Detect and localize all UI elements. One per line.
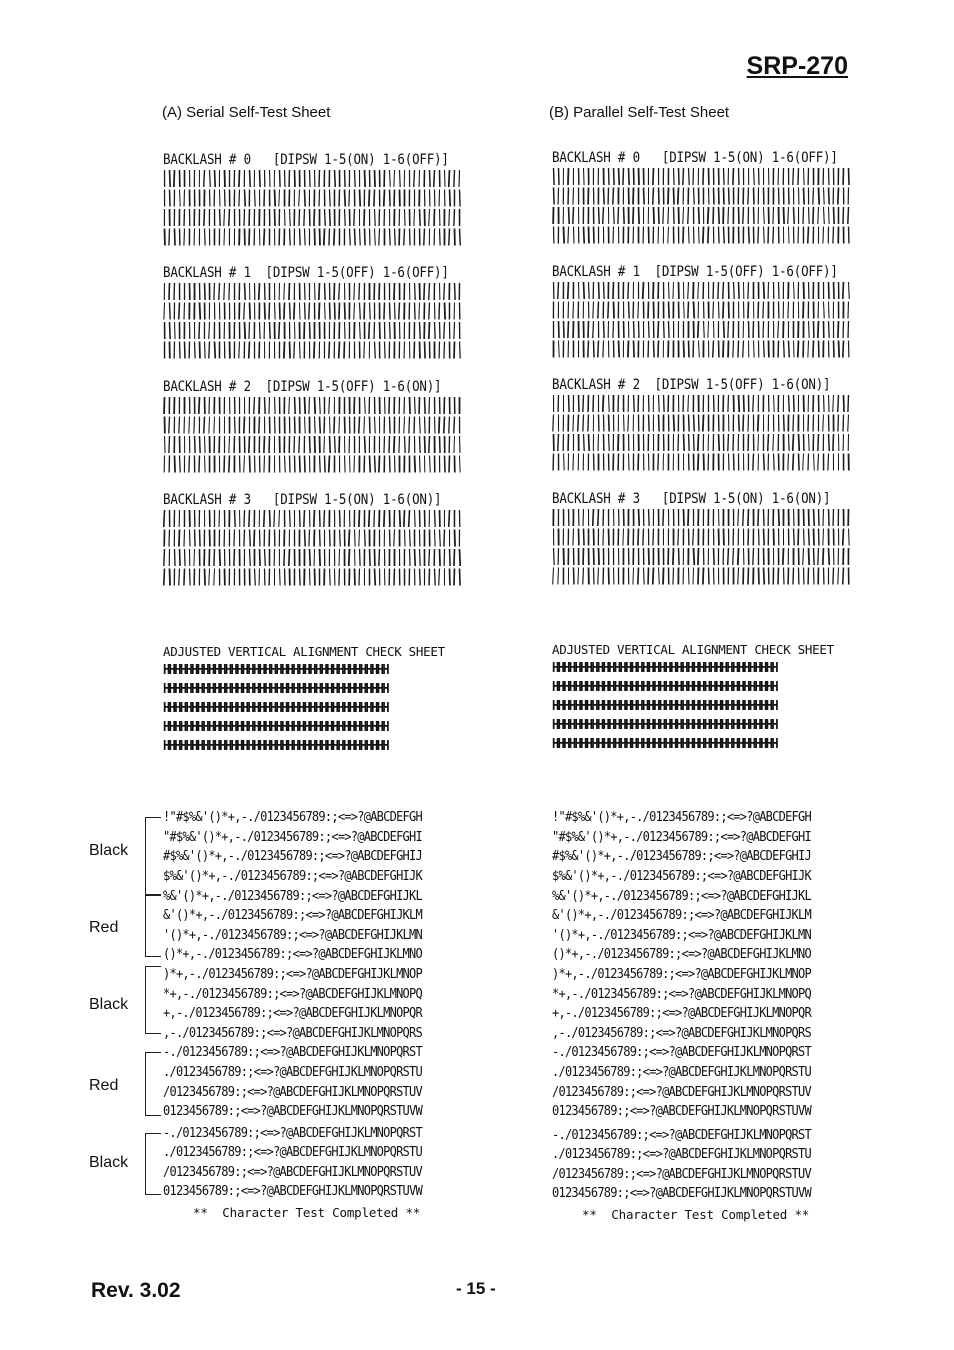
char-test-completed: ** Character Test Completed ** xyxy=(193,1205,421,1220)
char-test-line: /0123456789:;<=>?@ABCDEFGHIJKLMNOPQRSTUV xyxy=(552,1084,811,1100)
char-test-line: )*+,-./0123456789:;<=>?@ABCDEFGHIJKLMNOP xyxy=(163,966,422,982)
revision-label: Rev. 3.02 xyxy=(91,1279,181,1302)
backlash-2-heading: BACKLASH # 2 [DIPSW 1-5(OFF) 1-6(ON)] xyxy=(163,377,442,395)
char-test-line: ./0123456789:;<=>?@ABCDEFGHIJKLMNOPQRSTU xyxy=(552,1064,811,1080)
char-test-line: %&'()*+,-./0123456789:;<=>?@ABCDEFGHIJKL xyxy=(552,888,811,904)
color-group-label-red: Red xyxy=(89,919,119,936)
color-group-bracket xyxy=(145,895,161,957)
char-test-line: 0123456789:;<=>?@ABCDEFGHIJKLMNOPQRSTUVW xyxy=(552,1103,811,1119)
color-group-bracket xyxy=(145,1052,161,1116)
char-test-line: -./0123456789:;<=>?@ABCDEFGHIJKLMNOPQRST xyxy=(552,1127,811,1143)
color-group-bracket xyxy=(145,1133,161,1195)
alignment-line: HHHHHHHHHHHHHHHHHHHHHHHHHHHHHHHHHHHHHHHH xyxy=(163,719,388,735)
alignment-line: HHHHHHHHHHHHHHHHHHHHHHHHHHHHHHHHHHHHHHHH xyxy=(552,660,777,676)
char-test-line: !"#$%&'()*+,-./0123456789:;<=>?@ABCDEFGH xyxy=(163,809,422,825)
char-test-line: '()*+,-./0123456789:;<=>?@ABCDEFGHIJKLMN xyxy=(552,927,811,943)
char-test-line: &'()*+,-./0123456789:;<=>?@ABCDEFGHIJKLM xyxy=(163,907,422,923)
serial-sheet-caption: (A) Serial Self-Test Sheet xyxy=(162,104,331,121)
alignment-heading: ADJUSTED VERTICAL ALIGNMENT CHECK SHEET xyxy=(163,644,445,659)
char-test-line: ,-./0123456789:;<=>?@ABCDEFGHIJKLMNOPQRS xyxy=(552,1025,811,1041)
color-group-label-black: Black xyxy=(89,996,129,1013)
char-test-line: +,-./0123456789:;<=>?@ABCDEFGHIJKLMNOPQR xyxy=(552,1005,811,1021)
char-test-line: $%&'()*+,-./0123456789:;<=>?@ABCDEFGHIJK xyxy=(163,868,422,884)
char-test-line: /0123456789:;<=>?@ABCDEFGHIJKLMNOPQRSTUV xyxy=(163,1084,422,1100)
char-test-line: 0123456789:;<=>?@ABCDEFGHIJKLMNOPQRSTUVW xyxy=(163,1103,422,1119)
backlash-0-heading: BACKLASH # 0 [DIPSW 1-5(ON) 1-6(OFF)] xyxy=(552,148,838,166)
char-test-line: ./0123456789:;<=>?@ABCDEFGHIJKLMNOPQRSTU xyxy=(163,1064,422,1080)
char-test-line: '()*+,-./0123456789:;<=>?@ABCDEFGHIJKLMN xyxy=(163,927,422,943)
char-test-line: ()*+,-./0123456789:;<=>?@ABCDEFGHIJKLMNO xyxy=(552,946,811,962)
color-group-label-black: Black xyxy=(89,1154,129,1171)
char-test-line: &'()*+,-./0123456789:;<=>?@ABCDEFGHIJKLM xyxy=(552,907,811,923)
backlash-0-pattern xyxy=(552,168,852,246)
char-test-line: *+,-./0123456789:;<=>?@ABCDEFGHIJKLMNOPQ xyxy=(552,986,811,1002)
backlash-3-pattern xyxy=(552,509,852,587)
char-test-completed: ** Character Test Completed ** xyxy=(582,1207,810,1222)
alignment-line: HHHHHHHHHHHHHHHHHHHHHHHHHHHHHHHHHHHHHHHH xyxy=(552,736,777,752)
char-test-line: )*+,-./0123456789:;<=>?@ABCDEFGHIJKLMNOP xyxy=(552,966,811,982)
backlash-3-heading: BACKLASH # 3 [DIPSW 1-5(ON) 1-6(ON)] xyxy=(552,489,831,507)
char-test-line: %&'()*+,-./0123456789:;<=>?@ABCDEFGHIJKL xyxy=(163,888,422,904)
alignment-line: HHHHHHHHHHHHHHHHHHHHHHHHHHHHHHHHHHHHHHHH xyxy=(163,738,388,754)
backlash-2-pattern xyxy=(163,397,463,475)
alignment-line: HHHHHHHHHHHHHHHHHHHHHHHHHHHHHHHHHHHHHHHH xyxy=(552,679,777,695)
char-test-line: #$%&'()*+,-./0123456789:;<=>?@ABCDEFGHIJ xyxy=(163,848,422,864)
alignment-line: HHHHHHHHHHHHHHHHHHHHHHHHHHHHHHHHHHHHHHHH xyxy=(163,700,388,716)
char-test-line: ()*+,-./0123456789:;<=>?@ABCDEFGHIJKLMNO xyxy=(163,946,422,962)
alignment-line: HHHHHHHHHHHHHHHHHHHHHHHHHHHHHHHHHHHHHHHH xyxy=(163,662,388,678)
char-test-line: ,-./0123456789:;<=>?@ABCDEFGHIJKLMNOPQRS xyxy=(163,1025,422,1041)
color-group-label-red: Red xyxy=(89,1077,119,1094)
char-test-line: *+,-./0123456789:;<=>?@ABCDEFGHIJKLMNOPQ xyxy=(163,986,422,1002)
color-group-label-black: Black xyxy=(89,842,129,859)
parallel-sheet-caption: (B) Parallel Self-Test Sheet xyxy=(549,104,730,121)
char-test-line: #$%&'()*+,-./0123456789:;<=>?@ABCDEFGHIJ xyxy=(552,848,811,864)
backlash-2-heading: BACKLASH # 2 [DIPSW 1-5(OFF) 1-6(ON)] xyxy=(552,375,831,393)
alignment-heading: ADJUSTED VERTICAL ALIGNMENT CHECK SHEET xyxy=(552,642,834,657)
char-test-line: ./0123456789:;<=>?@ABCDEFGHIJKLMNOPQRSTU xyxy=(163,1144,422,1160)
alignment-line: HHHHHHHHHHHHHHHHHHHHHHHHHHHHHHHHHHHHHHHH xyxy=(552,717,777,733)
color-group-bracket xyxy=(145,817,161,895)
char-test-line: /0123456789:;<=>?@ABCDEFGHIJKLMNOPQRSTUV xyxy=(552,1166,811,1182)
char-test-line: 0123456789:;<=>?@ABCDEFGHIJKLMNOPQRSTUVW xyxy=(552,1185,811,1201)
char-test-line: +,-./0123456789:;<=>?@ABCDEFGHIJKLMNOPQR xyxy=(163,1005,422,1021)
document-title: SRP-270 xyxy=(746,52,848,80)
char-test-line: ./0123456789:;<=>?@ABCDEFGHIJKLMNOPQRSTU xyxy=(552,1146,811,1162)
page-number: - 15 - xyxy=(456,1279,496,1298)
char-test-line: "#$%&'()*+,-./0123456789:;<=>?@ABCDEFGHI xyxy=(552,829,811,845)
char-test-line: !"#$%&'()*+,-./0123456789:;<=>?@ABCDEFGH xyxy=(552,809,811,825)
backlash-1-heading: BACKLASH # 1 [DIPSW 1-5(OFF) 1-6(OFF)] xyxy=(552,262,838,280)
alignment-line: HHHHHHHHHHHHHHHHHHHHHHHHHHHHHHHHHHHHHHHH xyxy=(163,681,388,697)
color-group-bracket xyxy=(145,966,161,1034)
backlash-0-pattern xyxy=(163,170,463,248)
char-test-line: "#$%&'()*+,-./0123456789:;<=>?@ABCDEFGHI xyxy=(163,829,422,845)
char-test-line: -./0123456789:;<=>?@ABCDEFGHIJKLMNOPQRST xyxy=(163,1125,422,1141)
char-test-line: /0123456789:;<=>?@ABCDEFGHIJKLMNOPQRSTUV xyxy=(163,1164,422,1180)
backlash-3-pattern xyxy=(163,510,463,588)
backlash-1-pattern xyxy=(552,282,852,360)
backlash-0-heading: BACKLASH # 0 [DIPSW 1-5(ON) 1-6(OFF)] xyxy=(163,150,449,168)
backlash-3-heading: BACKLASH # 3 [DIPSW 1-5(ON) 1-6(ON)] xyxy=(163,490,442,508)
char-test-line: $%&'()*+,-./0123456789:;<=>?@ABCDEFGHIJK xyxy=(552,868,811,884)
char-test-line: 0123456789:;<=>?@ABCDEFGHIJKLMNOPQRSTUVW xyxy=(163,1183,422,1199)
char-test-line: -./0123456789:;<=>?@ABCDEFGHIJKLMNOPQRST xyxy=(552,1044,811,1060)
char-test-line: -./0123456789:;<=>?@ABCDEFGHIJKLMNOPQRST xyxy=(163,1044,422,1060)
alignment-line: HHHHHHHHHHHHHHHHHHHHHHHHHHHHHHHHHHHHHHHH xyxy=(552,698,777,714)
backlash-1-pattern xyxy=(163,283,463,361)
backlash-1-heading: BACKLASH # 1 [DIPSW 1-5(OFF) 1-6(OFF)] xyxy=(163,263,449,281)
backlash-2-pattern xyxy=(552,395,852,473)
